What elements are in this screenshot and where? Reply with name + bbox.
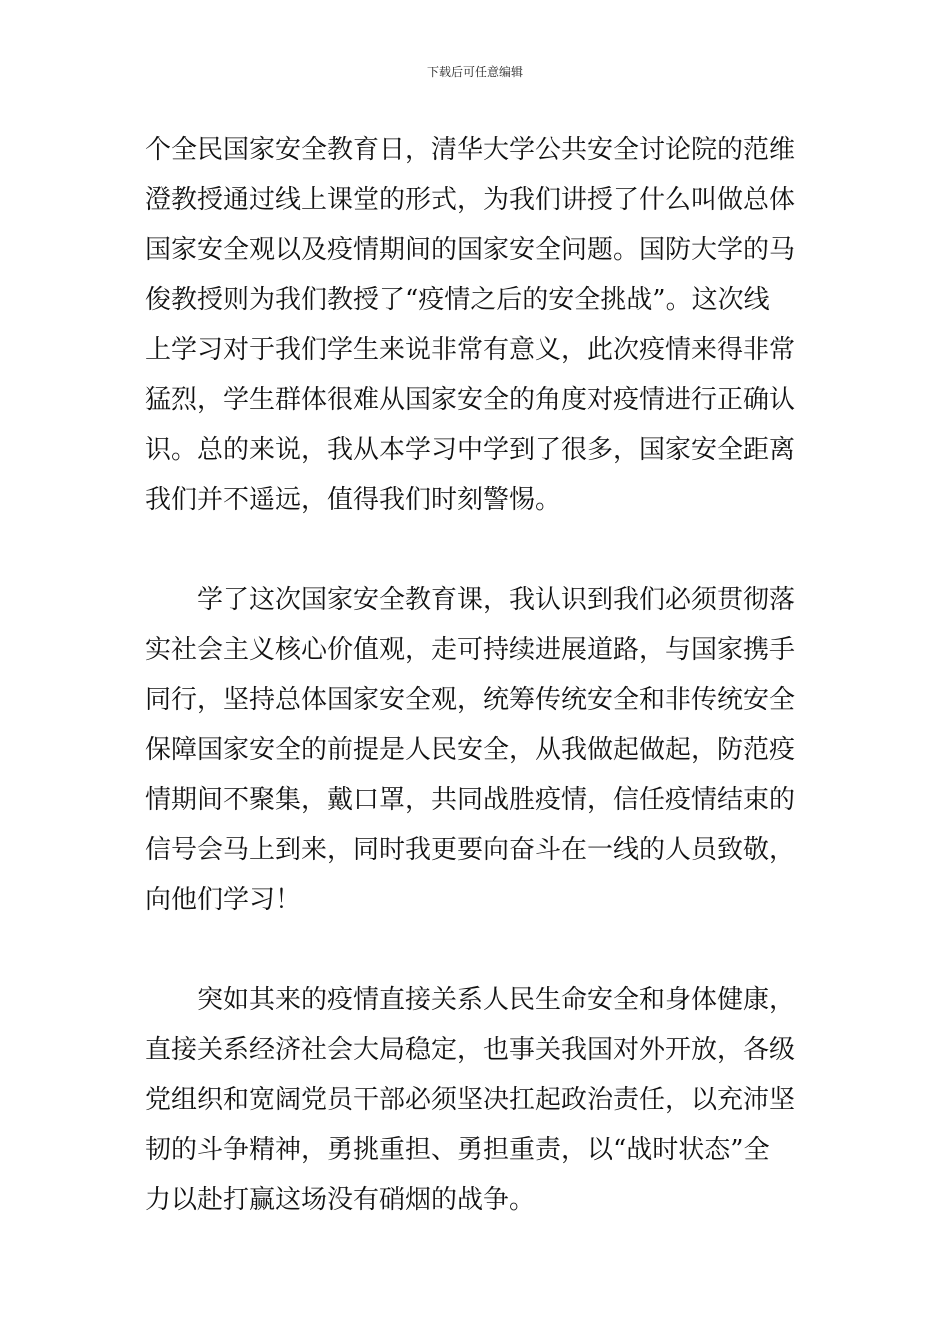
- paragraph-line: 国家安全观以及疫情期间的国家安全问题。国防大学的马: [145, 235, 796, 265]
- paragraph-line: 个全民国家安全教育日，清华大学公共安全讨论院的范维: [145, 135, 796, 165]
- paragraph-line: 突如其来的疫情直接关系人民生命安全和身体健康，: [145, 985, 796, 1015]
- page-header: 下载后可任意编辑: [426, 65, 523, 79]
- paragraph-2: [145, 575, 810, 925]
- paragraph-line: 保障国家安全的前提是人民安全，从我做起做起，防范疫: [145, 735, 796, 765]
- paragraph-line: 情期间不聚集，戴口罩，共同战胜疫情，信任疫情结束的: [145, 785, 796, 815]
- paragraph-line: 识。总的来说，我从本学习中学到了很多，国家安全距离: [145, 435, 796, 465]
- paragraph-line: 党组织和宽阔党员干部必须坚决扛起政治责任，以充沛坚: [145, 1085, 796, 1115]
- paragraph-line: 澄教授通过线上课堂的形式，为我们讲授了什么叫做总体: [145, 185, 796, 215]
- paragraph-line: 韧的斗争精神，勇挑重担、勇担重责，以“战时状态”全: [145, 1135, 770, 1165]
- paragraph-line: 向他们学习！: [145, 885, 302, 915]
- paragraph-line: 直接关系经济社会大局稳定，也事关我国对外开放，各级: [145, 1035, 796, 1065]
- paragraph-line: 实社会主义核心价值观，走可持续进展道路，与国家携手: [145, 635, 796, 665]
- paragraph-3: [145, 975, 810, 1225]
- paragraph-line: 上学习对于我们学生来说非常有意义，此次疫情来得非常: [145, 335, 796, 365]
- paragraph-line: 猛烈，学生群体很难从国家安全的角度对疫情进行正确认: [145, 385, 796, 415]
- paragraph-line: 俊教授则为我们教授了“疫情之后的安全挑战”。这次线: [145, 285, 770, 315]
- paragraph-line: 信号会马上到来，同时我更要向奋斗在一线的人员致敬，: [145, 835, 796, 865]
- paragraph-line: 学了这次国家安全教育课，我认识到我们必须贯彻落: [145, 585, 796, 615]
- paragraph-line: 我们并不遥远，值得我们时刻警惕。: [145, 485, 562, 515]
- paragraph-1: [145, 125, 810, 525]
- paragraph-line: 力以赴打赢这场没有硝烟的战争。: [145, 1185, 536, 1215]
- paragraph-line: 同行，坚持总体国家安全观，统筹传统安全和非传统安全: [145, 685, 796, 715]
